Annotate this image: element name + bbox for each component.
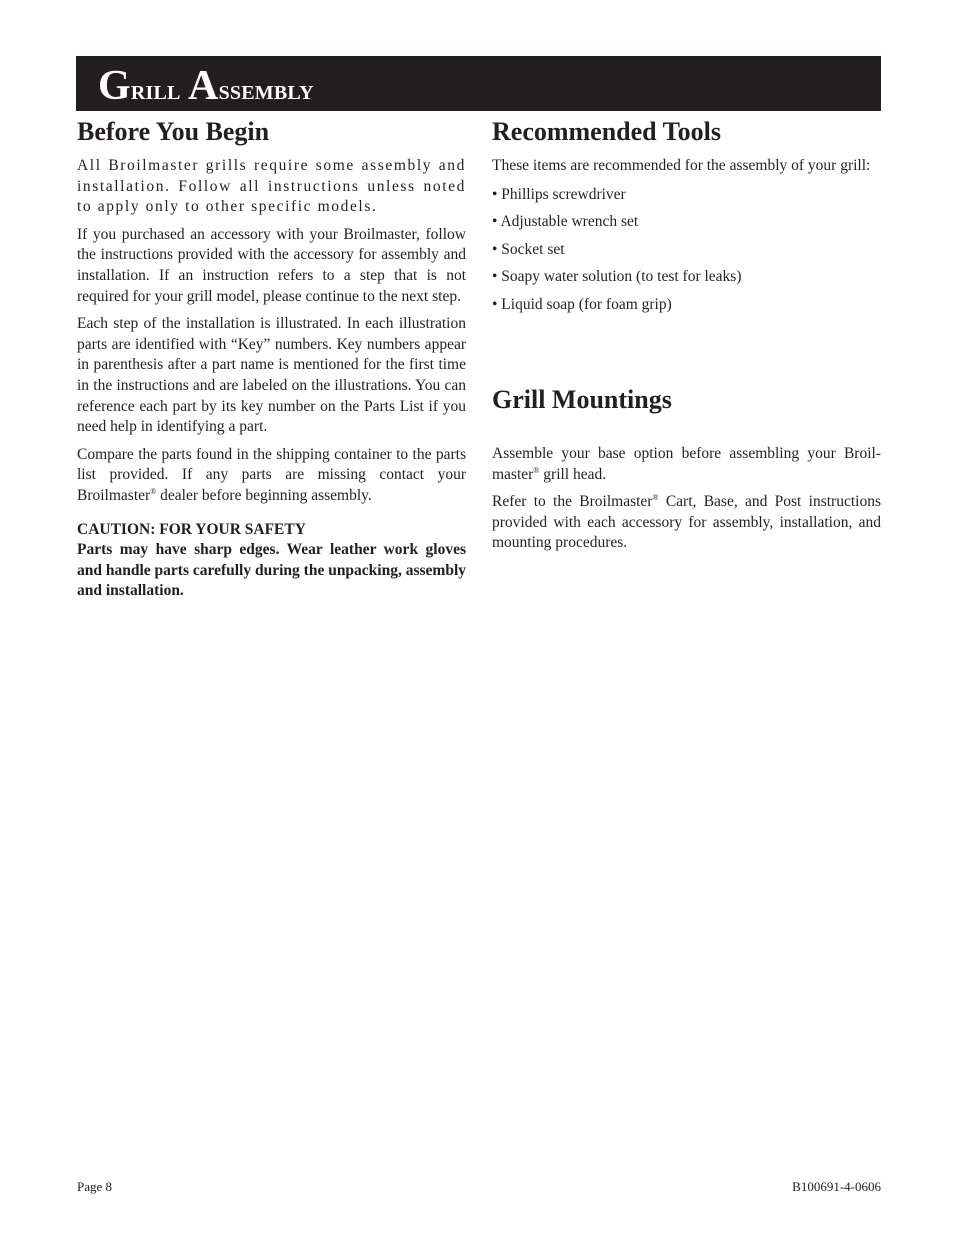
recommended-tools-heading: Recommended Tools xyxy=(492,117,721,146)
before-you-begin-heading: Before You Begin xyxy=(77,117,270,146)
tools-intro: These items are recommended for the assembly of your grill: xyxy=(492,157,871,174)
section-banner xyxy=(76,56,881,111)
caution-title: CAUTION: FOR YOUR SAFETY xyxy=(77,520,306,538)
paragraph-compare-parts: Compare the parts found in the shipping container to the parts list provided. If any parts are missing contact your Broilmaster® dealer before beginning assembly. xyxy=(77,445,466,504)
grill-mountings-heading: Grill Mountings xyxy=(492,385,672,415)
list-item: • Phillips screwdriver xyxy=(492,185,626,203)
caution-block xyxy=(77,520,466,602)
left-column xyxy=(77,116,466,602)
paragraph-cart-base-post: Refer to the Broilmaster® Cart, Base, and Post instructions provided with each accessory for assembly, installation, and mounting procedures. xyxy=(492,493,881,552)
page-number: Page 8 xyxy=(77,1179,113,1194)
document-id: B100691-4-0606 xyxy=(792,1179,881,1194)
list-item: • Soapy water solution (to test for leaks) xyxy=(492,268,742,286)
list-item: • Liquid soap (for foam grip) xyxy=(492,295,672,313)
list-item: • Socket set xyxy=(492,240,565,258)
paragraph-intro: All Broilmaster grills require some assembly and installation. Follow all instructions unless noted to apply only to other specific models. xyxy=(77,157,466,216)
paragraph-base-option: Assemble your base option before assembling your Broil-master® grill head. xyxy=(492,445,881,483)
right-column xyxy=(492,116,881,561)
caution-text: Parts may have sharp edges. Wear leather work gloves and handle parts carefully during the unpacking, assembly and installation. xyxy=(77,541,467,600)
section-title: Grill Assembly xyxy=(98,63,314,109)
paragraph-illustrations: Each step of the installation is illustrated. In each illustration parts are identified with “Key” numbers. Key numbers appear in parenthesis after a part name is mentioned for the first time in the instructions and are labeled on the illustrations. You can reference each part by its key number on the Parts List if you need help in identifying a part. xyxy=(77,315,466,436)
list-item: • Adjustable wrench set xyxy=(492,213,639,231)
paragraph-accessory: If you purchased an accessory with your Broilmaster, follow the instructions provided with the accessory for assembly and installation. If an instruction refers to a step that is not required for your grill model, please continue to the next step. xyxy=(77,225,466,305)
